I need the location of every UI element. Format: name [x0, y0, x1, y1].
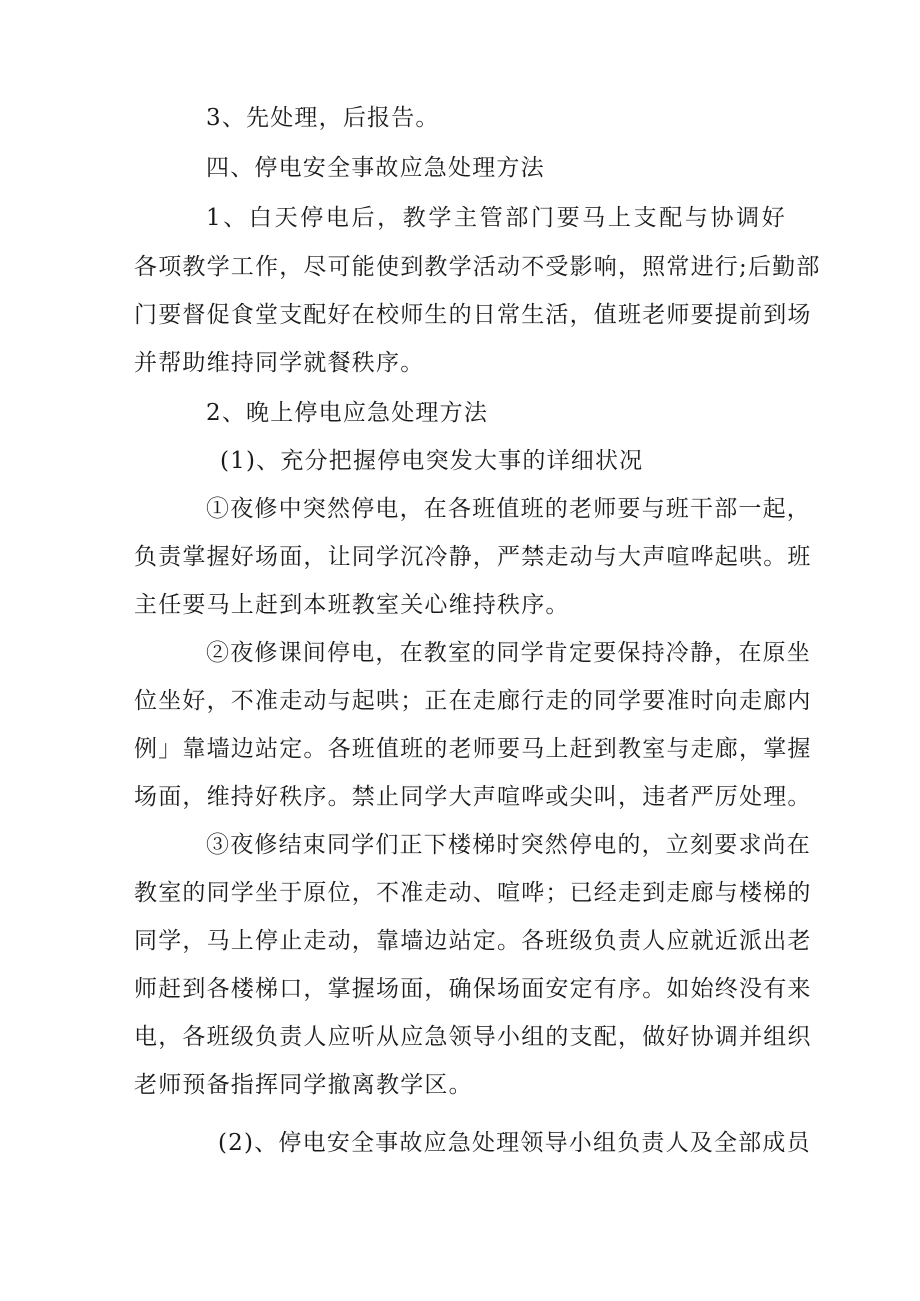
- subitem-2-heading: (2)、停电安全事故应急处理领导小组负责人及全部成员: [218, 1130, 811, 1156]
- point-3-line-2: 教室的同学坐于原位，不准走动、喧哗；已经走到走廊与楼梯的: [134, 880, 812, 906]
- paragraph-1-line-2: 各项教学工作，尽可能使到教学活动不受影响，照常进行;后勤部: [134, 254, 821, 280]
- point-2-line-1: ②夜修课间停电，在教室的同学肯定要保持冷静，在原坐: [206, 640, 811, 666]
- section-4-heading: 四、停电安全事故应急处理方法: [206, 155, 545, 181]
- point-1-line-3: 主任要马上赶到本班教室关心维持秩序。: [134, 592, 570, 618]
- point-3-line-1: ③夜修结束同学们正下楼梯时突然停电的，立刻要求尚在: [206, 832, 811, 858]
- point-3-line-3: 同学，马上停止走动，靠墙边站定。各班级负责人应就近派出老: [134, 928, 812, 954]
- paragraph-1-line-4: 并帮助维持同学就餐秩序。: [134, 350, 425, 376]
- point-3-line-6: 老师预备指挥同学撤离教学区。: [134, 1072, 473, 1098]
- point-1-line-1: ①夜修中突然停电，在各班值班的老师要与班干部一起，: [206, 496, 811, 522]
- point-2-line-2: 位坐好，不准走动与起哄；正在走廊行走的同学要准时向走廊内: [134, 688, 812, 714]
- point-1-line-2: 负责掌握好场面，让同学沉冷静，严禁走动与大声喧哗起哄。班: [134, 544, 812, 570]
- paragraph-1-line-1: 1、白天停电后，教学主管部门要马上支配与协调好: [206, 205, 786, 231]
- point-2-line-4: 场面，维持好秩序。禁止同学大声喧哗或尖叫，违者严厉处理。: [134, 784, 812, 810]
- point-3-line-4: 师赶到各楼梯口，掌握场面，确保场面安定有序。如始终没有来: [134, 976, 812, 1002]
- point-3-line-5: 电，各班级负责人应听从应急领导小组的支配，做好协调并组织: [134, 1024, 812, 1050]
- subitem-1-heading: (1)、充分把握停电突发大事的详细状况: [220, 448, 644, 474]
- paragraph-1-line-3: 门要督促食堂支配好在校师生的日常生活，值班老师要提前到场: [134, 302, 812, 328]
- item-2-heading: 2、晚上停电应急处理方法: [206, 400, 489, 426]
- item-3-report: 3、先处理，后报告。: [206, 105, 440, 131]
- point-2-line-3: 例」靠墙边站定。各班值班的老师要马上赶到教室与走廊，掌握: [134, 736, 812, 762]
